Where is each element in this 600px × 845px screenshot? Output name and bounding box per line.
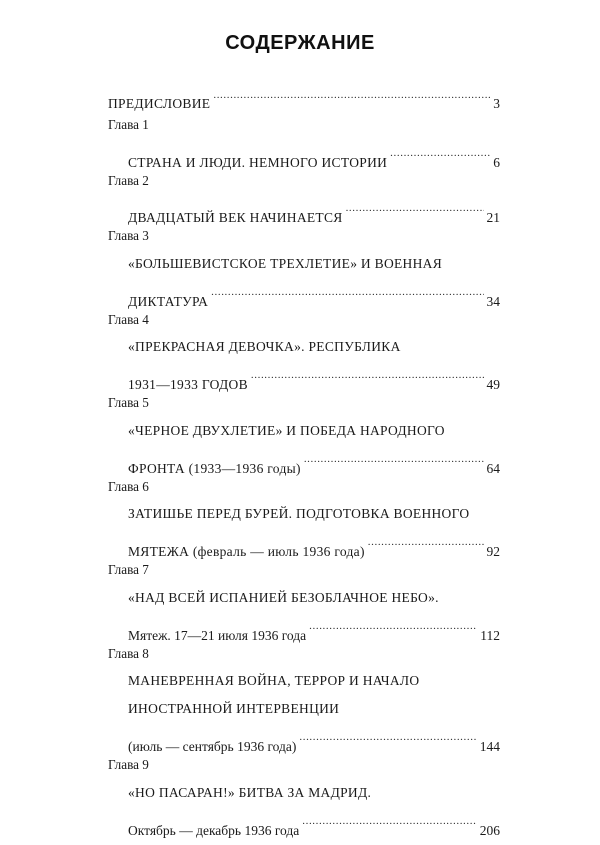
page-number: 206 xyxy=(479,822,500,838)
entry-title: «НО ПАСАРАН!» БИТВА ЗА МАДРИД. xyxy=(128,784,372,800)
entry-title: «БОЛЬШЕВИСТСКОЕ ТРЕХЛЕТИЕ» И ВОЕННАЯ xyxy=(128,255,443,271)
chapter-label: Глава 5 xyxy=(108,395,149,410)
chapter-label: Глава 7 xyxy=(108,562,149,577)
toc-entry-chapter-3[interactable] xyxy=(108,278,500,309)
page-number: 21 xyxy=(486,210,500,225)
toc-entry-preface[interactable] xyxy=(108,80,500,111)
dot-leader xyxy=(304,445,484,473)
entry-title: ЗАТИШЬЕ ПЕРЕД БУРЕЙ. ПОДГОТОВКА ВОЕННОГО xyxy=(128,506,470,521)
table-of-contents xyxy=(108,80,500,838)
entry-title: 1931—1933 ГОДОВ xyxy=(128,377,248,392)
toc-entry-chapter-4-line-1[interactable] xyxy=(108,333,500,361)
entry-title: МЯТЕЖА (февраль — июль 1936 года) xyxy=(128,544,365,559)
dot-leader xyxy=(251,361,484,389)
page-title: СОДЕРЖАНИЕ xyxy=(225,32,375,54)
dot-leader xyxy=(302,807,477,835)
entry-title: СТРАНА И ЛЮДИ. НЕМНОГО ИСТОРИИ xyxy=(128,154,388,170)
entry-title: МАНЕВРЕННАЯ ВОЙНА, ТЕРРОР И НАЧАЛО xyxy=(128,673,420,688)
entry-subtitle: (июль — сентябрь 1936 года) xyxy=(128,739,297,754)
toc-entry-chapter-8[interactable] xyxy=(108,723,500,754)
entry-title: «ЧЕРНОЕ ДВУХЛЕТИЕ» И ПОБЕДА НАРОДНОГО xyxy=(128,422,445,438)
toc-entry-chapter-2[interactable] xyxy=(108,194,500,225)
dot-leader xyxy=(346,194,484,222)
toc-entry-chapter-8-line-2[interactable] xyxy=(108,695,500,723)
page-number: 144 xyxy=(479,739,500,754)
toc-entry-chapter-5[interactable] xyxy=(108,445,500,476)
toc-entry-chapter-1[interactable] xyxy=(108,139,500,170)
toc-entry-chapter-9-line-1[interactable] xyxy=(108,779,500,807)
toc-entry-chapter-9[interactable] xyxy=(108,807,500,838)
dot-leader xyxy=(211,278,483,306)
entry-title: ДИКТАТУРА xyxy=(128,293,209,309)
chapter-label: Глава 3 xyxy=(108,228,149,243)
toc-entry-chapter-3-line-1[interactable] xyxy=(108,250,500,278)
dot-leader xyxy=(368,528,484,556)
entry-title: ДВАДЦАТЫЙ ВЕК НАЧИНАЕТСЯ xyxy=(128,210,343,225)
toc-entry-chapter-6-line-1[interactable] xyxy=(108,500,500,528)
entry-title: «НАД ВСЕЙ ИСПАНИЕЙ БЕЗОБЛАЧНОЕ НЕБО». xyxy=(128,589,439,605)
entry-title: «ПРЕКРАСНАЯ ДЕВОЧКА». РЕСПУБЛИКА xyxy=(128,339,401,354)
page-number: 49 xyxy=(486,377,500,392)
entry-title: ПРЕДИСЛОВИЕ xyxy=(108,96,211,111)
dot-leader xyxy=(299,723,476,751)
page-number: 92 xyxy=(486,544,500,559)
chapter-label: Глава 4 xyxy=(108,311,149,327)
page-number: 64 xyxy=(486,460,500,476)
entry-title: ИНОСТРАННОЙ ИНТЕРВЕНЦИИ xyxy=(128,701,340,716)
chapter-label: Глава 6 xyxy=(108,478,149,494)
chapter-label: Глава 2 xyxy=(108,172,149,188)
chapter-label: Глава 9 xyxy=(108,757,149,772)
entry-subtitle: Мятеж. 17—21 июля 1936 года xyxy=(128,627,307,643)
toc-entry-chapter-7-line-1[interactable] xyxy=(108,584,500,612)
toc-entry-chapter-5-line-1[interactable] xyxy=(108,417,500,445)
toc-entry-chapter-8-line-1[interactable] xyxy=(108,667,500,695)
chapter-label: Глава 1 xyxy=(108,117,149,132)
dot-leader xyxy=(390,139,490,167)
page-number: 34 xyxy=(486,293,500,309)
entry-subtitle: Октябрь — декабрь 1936 года xyxy=(128,822,300,838)
page-number: 6 xyxy=(493,154,500,170)
toc-entry-chapter-4[interactable] xyxy=(108,361,500,392)
chapter-label: Глава 8 xyxy=(108,645,149,661)
page-number: 112 xyxy=(480,627,500,643)
entry-title: ФРОНТА (1933—1936 годы) xyxy=(128,460,301,476)
dot-leader xyxy=(309,612,477,640)
page-number: 3 xyxy=(493,96,500,111)
toc-entry-chapter-7[interactable] xyxy=(108,612,500,643)
toc-entry-chapter-6[interactable] xyxy=(108,528,500,559)
dot-leader xyxy=(213,80,490,108)
